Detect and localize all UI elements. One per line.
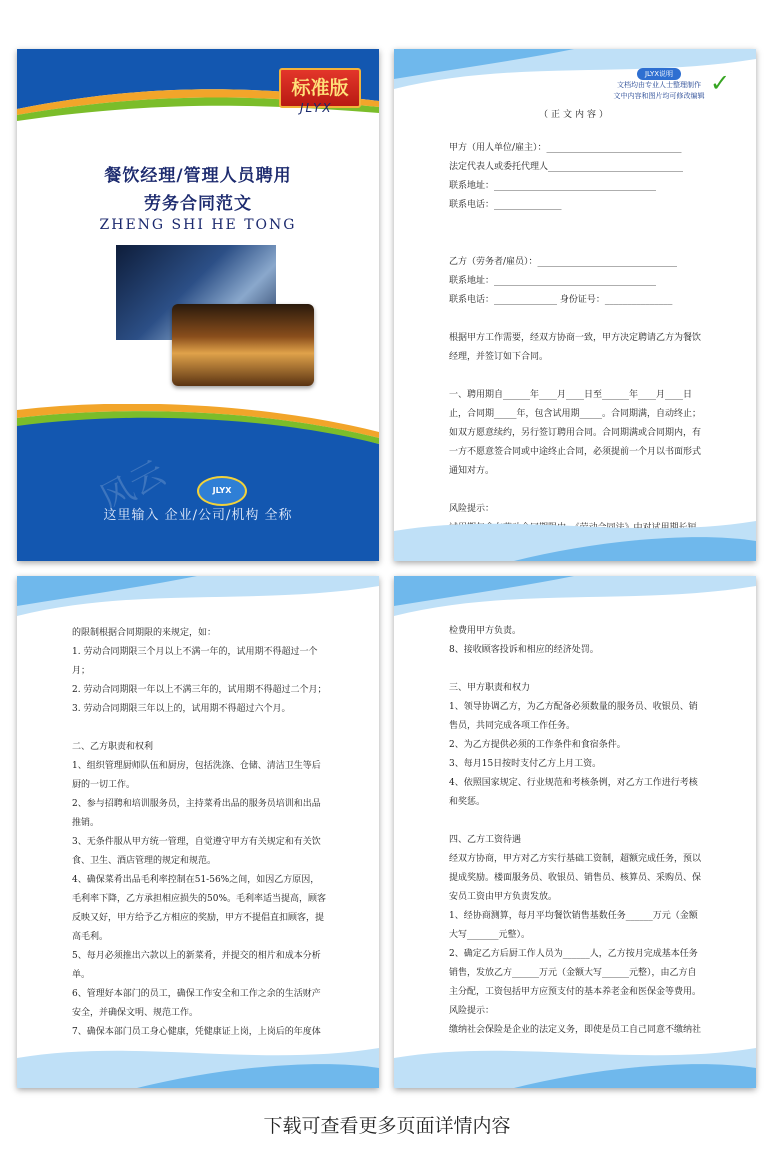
body-line: 7、确保本部门员工身心健康，凭健康证上岗，上岗后的年度体 <box>72 1027 321 1037</box>
content-page-4 <box>394 576 756 1088</box>
body-line: 甲方（用人单位/雇主）：______________________________ <box>449 143 682 153</box>
page3-body <box>72 624 328 1042</box>
cover-title-pinyin: ZHENG SHI HE TONG <box>99 217 297 233</box>
content-page-2 <box>394 49 756 561</box>
body-line: 1. 劳动合同期限三个月以上不满一年的，试用期不得超过一个月； <box>72 647 318 676</box>
body-line: 的限制根据合同期限的来规定，如： <box>72 628 217 638</box>
body-line: 4、确保菜肴出品毛利率控制在51-56%之间，如因乙方原因，毛利率下降，乙方承担相应损失的50%。毛利率适当提高，顾客反映又好，甲方给予乙方相应的奖励，甲方不提倡直扣顾客，提高毛利。 <box>72 875 327 942</box>
body-line: 2、为乙方提供必须的工作条件和食宿条件。 <box>449 740 626 750</box>
cover-title-line1: 餐饮经理/管理人员聘用 <box>104 166 292 186</box>
note-line-1: 文档均由专业人士整理制作 <box>617 81 701 89</box>
body-line: 1、领导协调乙方，为乙方配备必须数量的服务员、收银员、销售员，共同完成各项工作任务。 <box>449 702 698 731</box>
body-line: 2、确定乙方后厨工作人员为______人，乙方按月完成基本任务销售，发放乙方______万元（金额大写______元整），由乙方自主分配，工资包括甲方应预支付的基本养老金和医保金等费用。 <box>449 949 702 997</box>
body-line: 风险提示： <box>449 1006 495 1016</box>
body-line: 3、每月15日按时支付乙方上月工资。 <box>449 759 602 769</box>
bottom-wave <box>394 1028 756 1088</box>
brand-mark: JLYX <box>300 101 333 115</box>
note-line-2: 文中内容和图片均可修改编辑 <box>613 92 705 100</box>
body-line: 6、管理好本部门的员工，确保工作安全和工作之余的生活财产安全，并确保文明、规范工作。 <box>72 989 321 1018</box>
body-line: 经双方协商，甲方对乙方实行基础工资制，超额完成任务，预以提成奖励。楼面服务员、收银员、销售员、核算员、采购员、保安员工资由甲方负责发放。 <box>449 854 702 902</box>
page2-body <box>449 139 705 538</box>
body-line: 法定代表人或委托代理人______________________________ <box>449 162 684 172</box>
body-line: 1、组织管理厨师队伍和厨房，包括洗涤、仓储、清洁卫生等后厨的一切工作。 <box>72 761 321 790</box>
watermark: 风云 <box>93 452 173 521</box>
body-line: 2. 劳动合同期限一年以上不满三年的，试用期不得超过二个月； <box>72 685 327 695</box>
footer-caption: 下载可查看更多页面详情内容 <box>263 1115 511 1137</box>
cover-page <box>17 49 379 561</box>
note-box <box>604 61 714 102</box>
body-line: 一、聘用期自______年____月____日至______年____月____日止，合同期_____年，包含试用期_____。合同期满，自动终止；如双方愿意续约，另行签订聘用合同。合同期满或合同期内，有一方不愿意签合同或中途终止合同，必须提前一个月以书面形式通知对方。 <box>449 390 702 476</box>
body-line: 四、乙方工资待遇 <box>449 835 522 845</box>
body-line: 联系电话：_______________ <box>449 200 562 210</box>
body-line: 联系地址：____________________________________ <box>449 181 657 191</box>
body-line: 1、经协商测算，每月平均餐饮销售基数任务______万元（金额大写_______元整）。 <box>449 911 698 940</box>
body-line: 4、依照国家规定、行业规范和考核条例，对乙方工作进行考核和奖惩。 <box>449 778 698 807</box>
body-line: 2、参与招聘和培训服务员，主持菜肴出品的服务员培训和出品推销。 <box>72 799 321 828</box>
company-logo: JLYX <box>197 476 247 506</box>
restaurant-photo <box>172 304 314 386</box>
body-line: 检费用甲方负责。 <box>449 626 522 636</box>
note-pill: JLYX说明 <box>637 68 681 80</box>
body-line: 联系电话：______________ 身份证号：_______________ <box>449 295 673 305</box>
cover-title-line2: 劳务合同范文 <box>144 194 252 214</box>
content-page-3 <box>17 576 379 1088</box>
edition-badge: 标准版 <box>279 68 361 108</box>
body-line: 缴纳社会保险是企业的法定义务，即使是员工自己同意不缴纳社 <box>449 1025 702 1035</box>
body-line: 二、乙方职责和权利 <box>72 742 154 752</box>
body-line: 联系地址：____________________________________ <box>449 276 657 286</box>
check-icon: ✓ <box>710 69 731 97</box>
section-title: （正文内容） <box>538 110 611 120</box>
cover-bottom-wave <box>17 404 379 561</box>
bottom-wave <box>394 501 756 561</box>
body-line: 风险提示： <box>449 504 495 514</box>
body-line: 5、每月必须推出六款以上的新菜肴，并提交的相片和成本分析单。 <box>72 951 321 980</box>
company-name-placeholder: 这里输入 企业/公司/机构 全称 <box>103 508 293 523</box>
bottom-wave <box>17 1028 379 1088</box>
body-line: 根据甲方工作需要，经双方协商一致，甲方决定聘请乙方为餐饮经理，并签订如下合同。 <box>449 333 702 362</box>
body-line: 乙方（劳务者/雇员）：_______________________________ <box>449 257 678 267</box>
body-line: 3. 劳动合同期限三年以上的，试用期不得超过六个月。 <box>72 704 291 714</box>
body-line: 8、接收顾客投诉和相应的经济处罚。 <box>449 645 599 655</box>
page4-body <box>449 622 705 1040</box>
body-line: 三、甲方职责和权力 <box>449 683 531 693</box>
body-line: 3、无条件服从甲方统一管理，自觉遵守甲方有关规定和有关饮食、卫生、酒店管理的规定和规范。 <box>72 837 321 866</box>
